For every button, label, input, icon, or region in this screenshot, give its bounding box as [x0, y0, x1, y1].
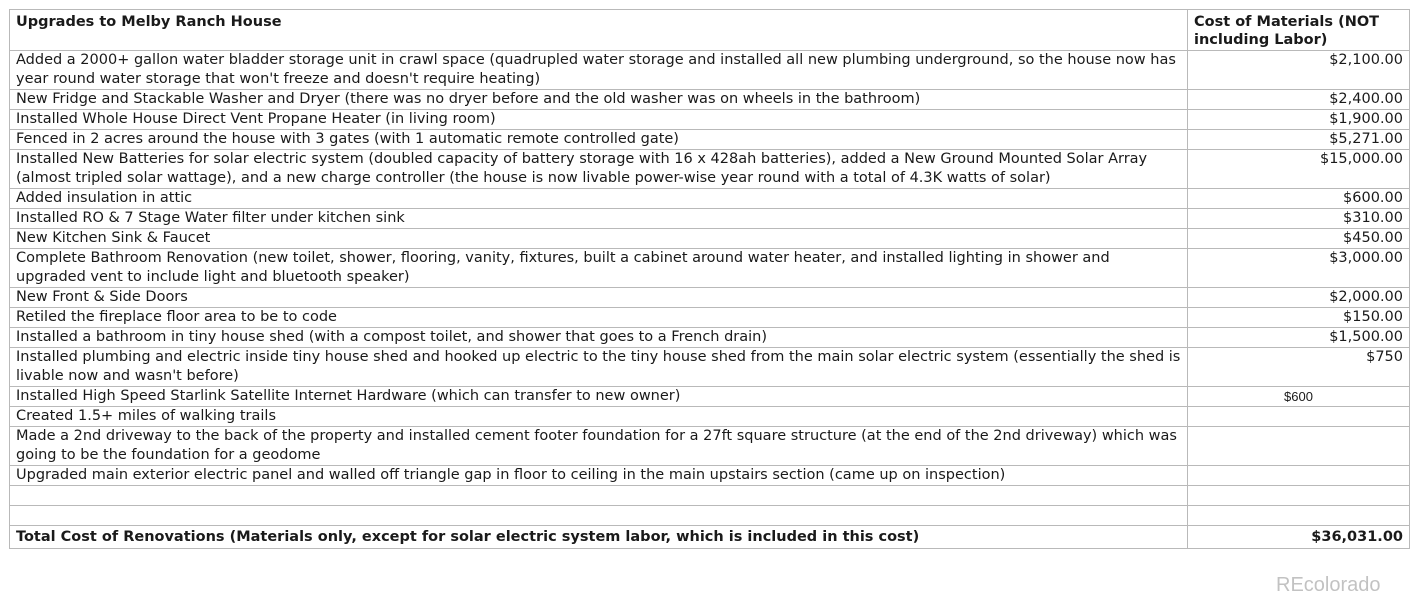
table-row	[10, 189, 1410, 209]
row-description: Installed Whole House Direct Vent Propane Heater (in living room)	[10, 110, 1188, 130]
table-row	[10, 328, 1410, 348]
total-row	[10, 526, 1410, 549]
row-description: New Fridge and Stackable Washer and Dryer (there was no dryer before and the old washer was on wheels in the bathroom)	[10, 90, 1188, 110]
row-description: New Kitchen Sink & Faucet	[10, 229, 1188, 249]
row-cost: $5,271.00	[1188, 130, 1410, 150]
table-row	[10, 90, 1410, 110]
row-description: Created 1.5+ miles of walking trails	[10, 407, 1188, 427]
empty-row	[10, 486, 1410, 506]
row-description: Installed plumbing and electric inside tiny house shed and hooked up electric to the tiny house shed from the main solar electric system (essentially the shed is livable now and wasn't before)	[10, 348, 1188, 387]
table-row	[10, 427, 1410, 466]
total-value: $36,031.00	[1188, 526, 1410, 549]
row-description: Retiled the fireplace floor area to be to code	[10, 308, 1188, 328]
row-description: Upgraded main exterior electric panel and walled off triangle gap in floor to ceiling in the main upstairs section (came up on inspection)	[10, 466, 1188, 486]
renovation-costs-table	[9, 9, 1410, 549]
row-description: Installed High Speed Starlink Satellite Internet Hardware (which can transfer to new owner)	[10, 387, 1188, 407]
empty-cell	[1188, 486, 1410, 506]
table-row	[10, 229, 1410, 249]
row-cost: $1,500.00	[1188, 328, 1410, 348]
table-header-row	[10, 10, 1410, 51]
row-description: New Front & Side Doors	[10, 288, 1188, 308]
row-cost: $750	[1188, 348, 1410, 387]
row-description: Added a 2000+ gallon water bladder storage unit in crawl space (quadrupled water storage and installed all new plumbing underground, so the house now has year round water storage that won't freeze and doesn't require heating)	[10, 51, 1188, 90]
row-description: Added insulation in attic	[10, 189, 1188, 209]
empty-cell	[1188, 506, 1410, 526]
table-row	[10, 51, 1410, 90]
row-cost: $15,000.00	[1188, 150, 1410, 189]
table-row	[10, 209, 1410, 229]
empty-row	[10, 506, 1410, 526]
table-row	[10, 407, 1410, 427]
row-description: Fenced in 2 acres around the house with 3 gates (with 1 automatic remote controlled gate)	[10, 130, 1188, 150]
table-row	[10, 130, 1410, 150]
row-cost: $1,900.00	[1188, 110, 1410, 130]
row-cost: $310.00	[1188, 209, 1410, 229]
row-cost	[1188, 466, 1410, 486]
row-description: Installed a bathroom in tiny house shed (with a compost toilet, and shower that goes to a French drain)	[10, 328, 1188, 348]
row-description: Installed RO & 7 Stage Water filter under kitchen sink	[10, 209, 1188, 229]
table-row	[10, 249, 1410, 288]
row-cost: $450.00	[1188, 229, 1410, 249]
row-description: Made a 2nd driveway to the back of the property and installed cement footer foundation for a 27ft square structure (at the end of the 2nd driveway) which was going to be the foundation for a geodome	[10, 427, 1188, 466]
row-cost	[1188, 427, 1410, 466]
table-row	[10, 387, 1410, 407]
row-cost: $2,100.00	[1188, 51, 1410, 90]
header-upgrades: Upgrades to Melby Ranch House	[10, 10, 1188, 51]
table-row	[10, 308, 1410, 328]
table-row	[10, 288, 1410, 308]
table-row	[10, 150, 1410, 189]
row-description: Installed New Batteries for solar electric system (doubled capacity of battery storage with 16 x 428ah batteries), added a New Ground Mounted Solar Array (almost tripled solar wattage), and a new charge controller (the house is now livable power-wise year round with a total of 4.3K watts of solar)	[10, 150, 1188, 189]
header-cost: Cost of Materials (NOT including Labor)	[1188, 10, 1410, 51]
row-cost: $3,000.00	[1188, 249, 1410, 288]
row-cost	[1188, 407, 1410, 427]
total-label: Total Cost of Renovations (Materials only, except for solar electric system labor, which is included in this cost)	[10, 526, 1188, 549]
empty-cell	[10, 506, 1188, 526]
row-cost: $600	[1188, 387, 1410, 407]
row-cost: $600.00	[1188, 189, 1410, 209]
row-cost: $150.00	[1188, 308, 1410, 328]
table-row	[10, 110, 1410, 130]
table-row	[10, 348, 1410, 387]
row-description: Complete Bathroom Renovation (new toilet, shower, flooring, vanity, fixtures, built a cabinet around water heater, and installed lighting in shower and upgraded vent to include light and bluetooth speaker)	[10, 249, 1188, 288]
empty-cell	[10, 486, 1188, 506]
table-row	[10, 466, 1410, 486]
watermark-logo: REcolorado	[1276, 574, 1381, 596]
row-cost: $2,400.00	[1188, 90, 1410, 110]
row-cost: $2,000.00	[1188, 288, 1410, 308]
